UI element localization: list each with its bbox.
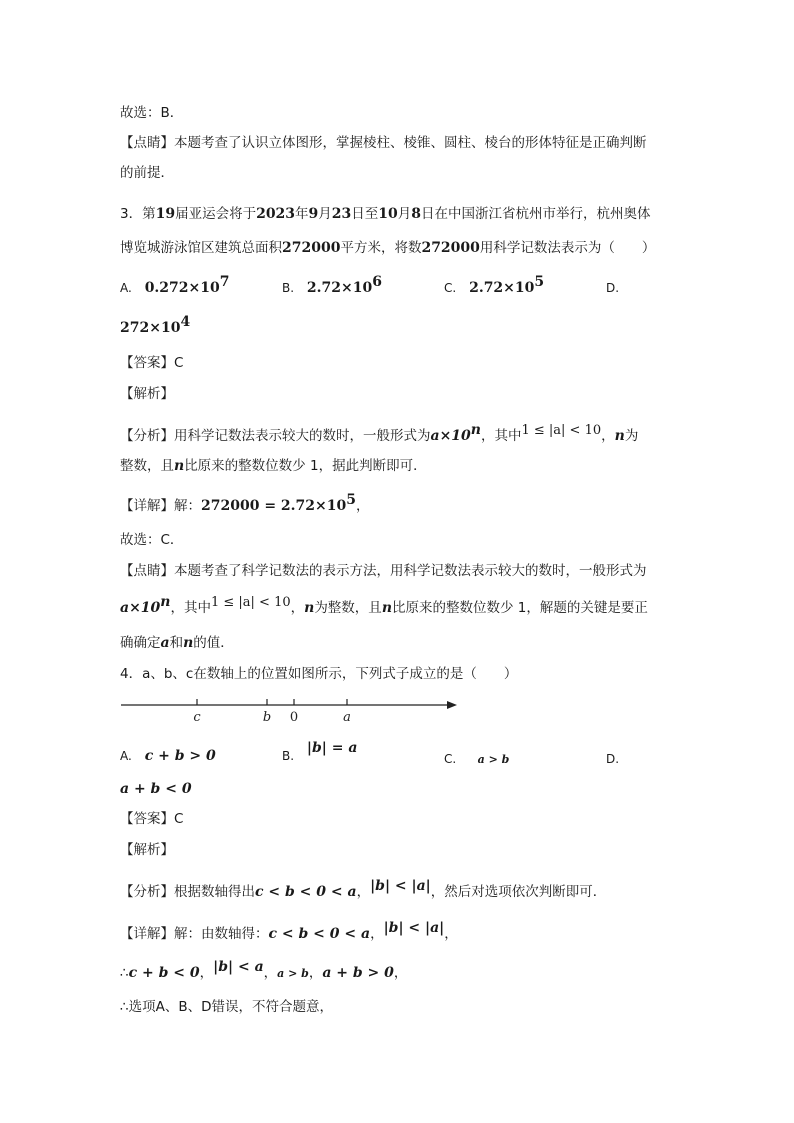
math: 8 [411,206,422,222]
math: 7 [219,274,230,290]
axis-arrow [447,701,457,709]
number-line [115,690,465,730]
q4-conclusion [120,997,333,1017]
option-b [282,740,358,766]
q3-fenxi-line2 [120,456,427,476]
axis-label-c: c [193,710,201,725]
q3-dianjing-line1 [120,561,647,581]
text: 【分析】根据数轴得出 [120,884,255,900]
text: 【详解】解：由数轴得： [120,926,269,942]
text: 【分析】用科学记数法表示较大的数时，一般形式为 [120,428,431,444]
math: 1 ≤ |a| < 10 [210,595,291,610]
math: 23 [331,206,352,222]
math: |b| = a [306,740,358,756]
text: 【点睛】本题考查了科学记数法的表示方法，用科学记数法表示较大的数时，一般形式为 [120,563,647,579]
text: ，然后对选项依次判断即可． [430,884,607,900]
math: 272×10 [120,320,181,336]
q3-dianjing-line3 [120,633,234,653]
text: ，其中 [170,600,211,616]
text-line [120,163,174,183]
math: c + b < 0 [128,965,200,981]
option-label: B. [282,281,295,295]
math: 4 [180,314,191,330]
math: a×10 [430,428,471,444]
text: 年 [295,206,309,222]
text: 日至 [351,206,379,222]
math: 272000 [282,240,341,256]
q3-detail [120,492,370,516]
option-c [444,274,545,298]
option-label: C. [444,752,457,766]
math: 2023 [256,206,296,222]
text: 的值． [193,635,234,651]
math: c + b > 0 [144,748,216,764]
text: ， [393,965,408,981]
option-d-value [120,779,192,799]
option-label: C. [444,281,457,295]
math: n [614,428,625,444]
math: a×10 [120,600,161,616]
math: 6 [372,274,382,290]
q4-fenxi [120,878,607,902]
math: |b| < |a| [383,920,445,936]
option-a [120,746,216,766]
math: 2.72×10 [469,280,535,296]
text: 比原来的整数位数少 1，解题的关键是要正 [392,600,648,616]
q3-dianjing-line2 [120,594,648,619]
option-label: D. [606,752,620,766]
math: a > b [477,753,510,766]
math: n [381,600,392,616]
q4-answer [120,809,183,829]
text: ∴选项A、B、D错误，不符合题意， [120,999,333,1015]
text: 故选：B． [120,105,184,121]
math: |b| < |a| [370,878,431,894]
option-b [282,274,382,298]
option-label: B. [282,749,295,763]
q3-stem-line2 [120,238,655,258]
math: a + b > 0 [322,965,394,981]
text: 用科学记数法表示为（ ） [479,240,656,256]
text: 【点睛】本题考查了认识立体图形，掌握棱柱、棱锥、圆柱、棱台的形体特征是正确判断 [120,135,647,151]
text: 【答案】C [120,355,184,371]
text: 比原来的整数位数少 1，据此判断即可． [184,458,427,474]
therefore-symbol: ∴ [120,965,129,981]
text-line [120,133,647,153]
math: n [470,422,481,438]
math: n [304,600,315,616]
text: ， [290,600,305,616]
q4-detail [120,920,458,944]
math: n [183,635,194,651]
text: 【答案】C [120,811,184,827]
math: 1 ≤ |a| < 10 [521,423,602,438]
option-d [606,749,619,769]
option-d [606,278,619,298]
math: n [174,458,185,474]
text: ， [356,498,370,514]
text: 和 [169,635,184,651]
math: c < b < 0 < a [268,926,371,942]
math: 10 [378,206,398,222]
math: a > b [277,967,309,980]
q4-stem [120,664,517,684]
math: |b| < a [213,959,264,975]
option-label: A. [120,749,132,763]
option-label: A. [120,281,132,295]
text: 平方米，将数 [340,240,422,256]
option-label: D. [606,281,620,295]
text: ， [601,428,615,444]
math: a + b < 0 [120,781,192,797]
math: 272000 [421,240,480,256]
text: 为整数，且 [314,600,382,616]
q3-fenxi-line1 [120,422,639,447]
axis-label-a: a [343,710,351,725]
text: 月 [318,206,332,222]
q4-therefore [120,959,408,984]
option-a [120,274,230,298]
math: 2.72×10 [306,280,373,296]
axis-label-0: 0 [289,710,299,725]
option-d-value [120,314,191,338]
math: 272000 = 2.72×10 [201,498,347,514]
text: 【解析】 [120,386,174,402]
math: c < b < 0 < a [255,884,357,900]
math: 5 [534,274,545,290]
q4-analysis [120,840,174,860]
math: 9 [308,206,319,222]
text: 【解析】 [120,842,174,858]
q3-answer [120,353,183,373]
option-c [444,749,509,770]
text: ， [308,965,323,981]
text: 博览城游泳馆区建筑总面积 [120,240,282,256]
text: 【详解】解： [120,498,201,514]
q3-stem-line1 [120,204,651,224]
text: 整数，且 [120,458,174,474]
math: 19 [155,206,176,222]
axis-label-b: b [262,710,272,725]
text: 月 [397,206,412,222]
text: 的前提． [120,165,174,181]
text-line [120,103,183,123]
math: 0.272×10 [144,280,220,296]
text: ， [444,926,458,942]
text: ， [356,884,371,900]
text: ， [263,965,278,981]
text: 3．第 [120,206,156,222]
text: ，其中 [480,428,522,444]
text: 确确定 [120,635,161,651]
text: ， [370,926,384,942]
math-a: a [160,635,170,651]
math: 5 [346,492,356,508]
text: 4．a、b、c在数轴上的位置如图所示，下列式子成立的是（ ） [120,666,518,682]
text: 届亚运会将于 [175,206,257,222]
text: 为 [624,428,639,444]
text: 日在中国浙江省杭州市举行，杭州奥体 [421,206,651,222]
q3-choose [120,530,183,550]
text: 故选：C． [120,532,184,548]
q3-analysis [120,384,174,404]
text: ， [199,965,214,981]
math: n [160,594,171,610]
